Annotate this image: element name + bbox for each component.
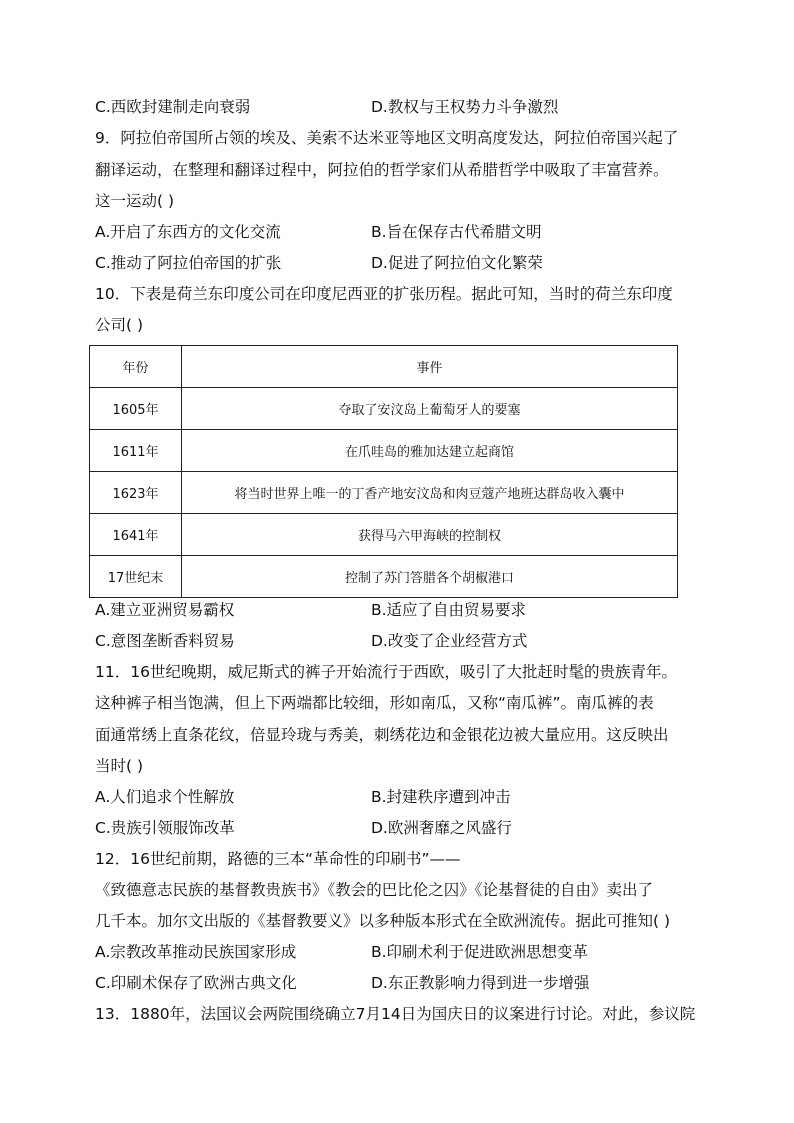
question-9-stem-line: 翻译运动，在整理和翻译过程中，阿拉伯的哲学家们从希腊哲学中吸取了丰富营养。 bbox=[95, 161, 669, 179]
cell-event: 夺取了安汶岛上葡萄牙人的要塞 bbox=[182, 388, 678, 430]
cell-event: 将当时世界上唯一的丁香产地安汶岛和肉豆蔻产地班达群岛收入囊中 bbox=[182, 472, 678, 514]
table-row bbox=[90, 430, 678, 472]
table-row bbox=[90, 556, 678, 598]
option-c: C.西欧封建制走向衰弱 bbox=[95, 98, 251, 116]
cell-year: 1611年 bbox=[90, 430, 182, 472]
option-a: A.建立亚洲贸易霸权 bbox=[95, 601, 235, 619]
cell-year: 1641年 bbox=[90, 514, 182, 556]
option-d: D.东正教影响力得到进一步增强 bbox=[371, 974, 590, 992]
header-year: 年份 bbox=[90, 346, 182, 388]
question-12-stem-line: 12．16世纪前期，路德的三本“革命性的印刷书”—— bbox=[95, 850, 461, 868]
question-11-stem-line: 11．16世纪晚期，威尼斯式的裤子开始流行于西欧，吸引了大批赶时髦的贵族青年。 bbox=[95, 663, 677, 681]
option-c: C.贵族引领服饰改革 bbox=[95, 819, 235, 837]
question-10-stem-line: 10．下表是荷兰东印度公司在印度尼西亚的扩张历程。据此可知，当时的荷兰东印度 bbox=[95, 285, 673, 303]
table-header-row bbox=[90, 346, 678, 388]
question-12-stem-line: 几千本。加尔文出版的《基督教要义》以多种版本形式在全欧洲流传。据此可推知( ) bbox=[95, 912, 671, 930]
option-d: D.欧洲奢靡之风盛行 bbox=[371, 819, 512, 837]
option-a: A.人们追求个性解放 bbox=[95, 788, 235, 806]
table-row bbox=[90, 514, 678, 556]
option-a: A.开启了东西方的文化交流 bbox=[95, 223, 281, 241]
cell-year: 1623年 bbox=[90, 472, 182, 514]
option-b: B.封建秩序遭到冲击 bbox=[371, 788, 511, 806]
cell-year: 1605年 bbox=[90, 388, 182, 430]
option-b: B.适应了自由贸易要求 bbox=[371, 601, 527, 619]
question-11-stem-line: 这种裤子相当饱满，但上下两端都比较细，形如南瓜，又称“南瓜裤”。南瓜裤的表 bbox=[95, 694, 654, 712]
option-d: D.教权与王权势力斗争激烈 bbox=[371, 98, 559, 116]
expansion-table bbox=[89, 345, 678, 598]
option-d: D.改变了企业经营方式 bbox=[371, 632, 528, 650]
cell-event: 在爪哇岛的雅加达建立起商馆 bbox=[182, 430, 678, 472]
question-9-stem-line: 9．阿拉伯帝国所占领的埃及、美索不达米亚等地区文明高度发达，阿拉伯帝国兴起了 bbox=[95, 129, 679, 147]
cell-event: 获得马六甲海峡的控制权 bbox=[182, 514, 678, 556]
option-c: C.推动了阿拉伯帝国的扩张 bbox=[95, 254, 282, 272]
question-12-stem-line: 《致德意志民族的基督教贵族书》《教会的巴比伦之囚》《论基督徒的自由》卖出了 bbox=[95, 881, 654, 899]
option-b: B.印刷术利于促进欧洲思想变革 bbox=[371, 943, 589, 961]
option-b: B.旨在保存古代希腊文明 bbox=[371, 223, 542, 241]
question-10-stem-line: 公司( ) bbox=[95, 316, 144, 334]
cell-event: 控制了苏门答腊各个胡椒港口 bbox=[182, 556, 678, 598]
table-row bbox=[90, 472, 678, 514]
question-11-stem-line: 面通常绣上直条花纹，倍显玲珑与秀美，刺绣花边和金银花边被大量应用。这反映出 bbox=[95, 726, 669, 744]
option-c: C.意图垄断香料贸易 bbox=[95, 632, 235, 650]
cell-year: 17世纪末 bbox=[90, 556, 182, 598]
question-11-stem-line: 当时( ) bbox=[95, 757, 144, 775]
option-d: D.促进了阿拉伯文化繁荣 bbox=[371, 254, 543, 272]
question-9-stem-line: 这一运动( ) bbox=[95, 192, 175, 210]
option-c: C.印刷术保存了欧洲古典文化 bbox=[95, 974, 297, 992]
header-event: 事件 bbox=[182, 346, 678, 388]
table-row bbox=[90, 388, 678, 430]
question-13-stem-line: 13．1880年，法国议会两院围绕确立7月14日为国庆日的议案进行讨论。对此，参议院 bbox=[95, 1005, 696, 1023]
option-a: A.宗教改革推动民族国家形成 bbox=[95, 943, 297, 961]
